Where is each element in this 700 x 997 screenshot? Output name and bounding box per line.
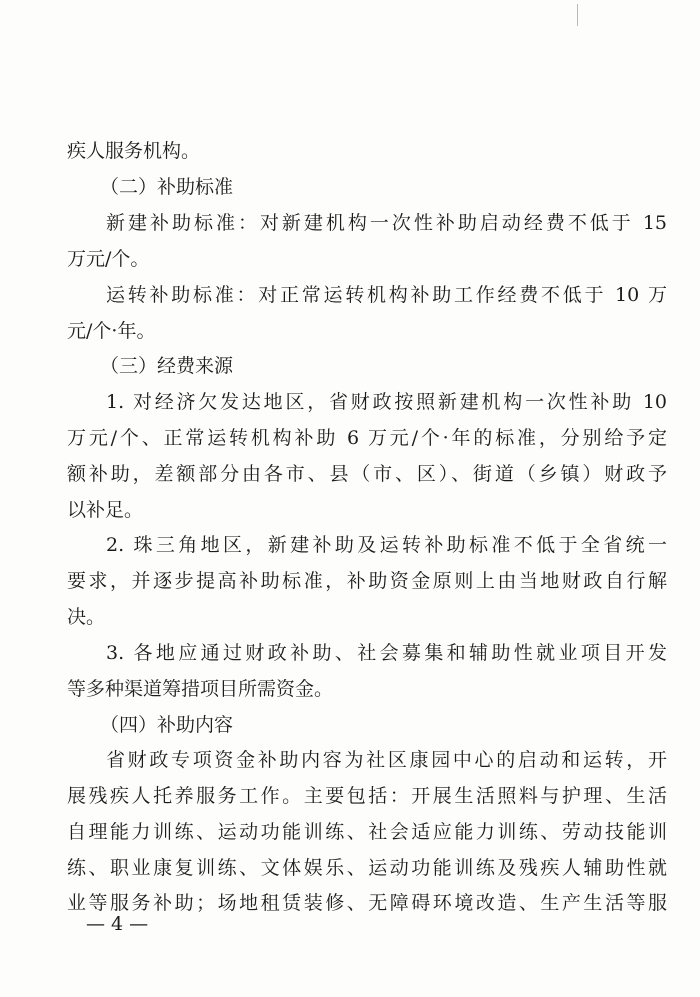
text-line: 万元/个、正常运转机构补助 6 万元/个·年的标准，分别给予定 [67,427,667,449]
text-line: 展残疾人托养服务工作。主要包括：开展生活照料与护理、生活 [67,785,667,807]
text-line: 自理能力训练、运动功能训练、社会适应能力训练、劳动技能训 [67,821,667,843]
text-line: 1. 对经济欠发达地区，省财政按照新建机构一次性补助 10 [106,391,667,413]
section-heading: （四）补助内容 [100,714,234,736]
text-line: 万元/个。 [67,248,150,270]
text-line: 3. 各地应通过财政补助、社会募集和辅助性就业项目开发 [106,642,667,664]
text-line: 以补足。 [67,499,144,521]
text-line: 等多种渠道筹措项目所需资金。 [67,678,334,700]
text-line: 省财政专项资金补助内容为社区康园中心的启动和运转，开 [106,749,667,771]
text-line: 运转补助标准：对正常运转机构补助工作经费不低于 10 万 [106,284,667,306]
text-line: 额补助，差额部分由各市、县（市、区）、街道（乡镇）财政予 [67,463,667,485]
text-line: 业等服务补助；场地租赁装修、无障碍环境改造、生产生活等服 [67,892,667,914]
binding-mark [577,4,578,26]
text-line: 新建补助标准：对新建机构一次性补助启动经费不低于 15 [106,212,667,234]
text-line: 元/个·年。 [67,320,156,342]
section-heading: （二）补助标准 [100,176,234,198]
text-line: 练、职业康复训练、文体娱乐、运动功能训练及残疾人辅助性就 [67,857,667,879]
text-line: 2. 珠三角地区，新建补助及运转补助标准不低于全省统一 [106,534,667,556]
text-line: 决。 [67,606,106,628]
text-line: 要求，并逐步提高补助标准，补助资金原则上由当地财政自行解 [67,570,667,592]
page-number: — 4 — [86,913,149,935]
text-line: 疾人服务机构。 [67,140,201,162]
section-heading: （三）经费来源 [100,355,234,377]
